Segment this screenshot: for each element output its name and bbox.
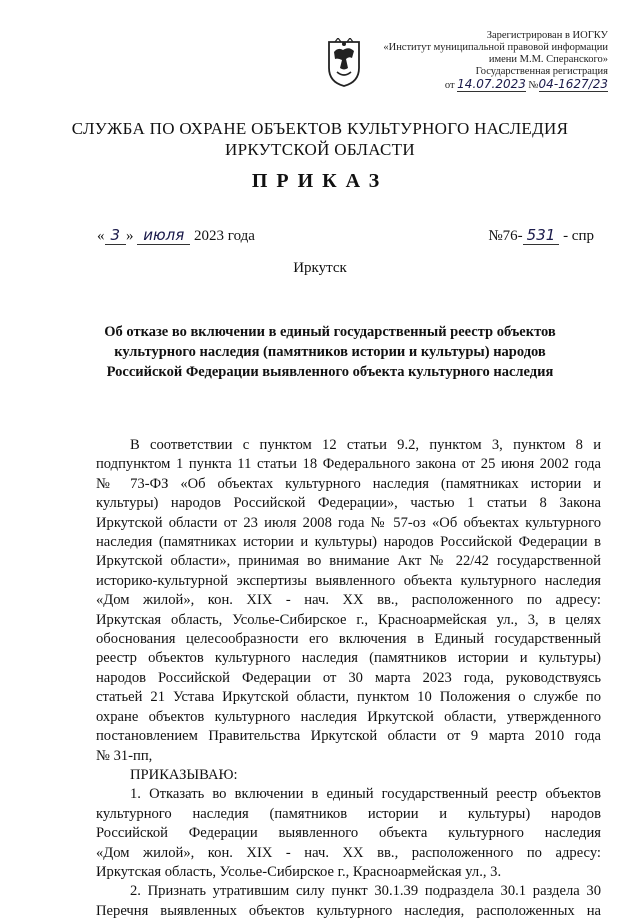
date-year: 2023 года (194, 228, 255, 244)
order-body (96, 436, 601, 921)
text-line: № 73-ФЗ «Об объектах культурного наследия (памятниках истории и (96, 475, 601, 492)
text-line: 1. Отказать во включении в единый государственный реестр объектов (130, 786, 601, 803)
preamble-paragraph (96, 436, 601, 766)
stamp-registration-line (368, 78, 608, 92)
text-line: Иркутской области», принимая во внимание Акт № 22/42 государственной (96, 553, 601, 570)
number-value: 531 (523, 226, 560, 245)
text-line: Иркутская область, Усолье-Сибирское г., Красноармейская ул., 3, в целях (96, 611, 601, 628)
text-line: Российской Федерации выявленного объекта культурного наследия (96, 825, 601, 842)
text-line: культурного наследия (памятников истории и культуры) народов (96, 805, 601, 822)
date-month: июля (137, 226, 190, 245)
coat-of-arms-emblem (323, 38, 365, 88)
text-line: историко-культурной экспертизы выявленного объекта культурного наследия (96, 572, 601, 589)
text-line: «Дом жилой», кон. XIX - нач. XX вв., расположенного по адресу: (96, 844, 601, 861)
number-prefix: №76- (488, 228, 523, 244)
number-suffix: - спр (563, 228, 594, 244)
text-line: В соответствии с пунктом 12 статьи 9.2, пунктом 3, пунктом 8 и (130, 437, 601, 453)
date-day: 3 (105, 226, 127, 245)
document-type-title: ПРИКАЗ (251, 170, 389, 192)
text-line: № 31-пп, (96, 747, 153, 764)
text-line: культуры) народов Российской Федерации», частью 1 статьи 8 Закона (96, 495, 601, 512)
agency-line: СЛУЖБА ПО ОХРАНЕ ОБЪЕКТОВ КУЛЬТУРНОГО НАСЛЕДИЯ (71, 119, 569, 138)
registration-stamp (368, 30, 608, 92)
stamp-date: 14.07.2023 (457, 77, 526, 91)
subject-line: культурного наследия (памятников истории и культуры) народов (114, 344, 546, 360)
item-2-paragraph (96, 882, 601, 921)
stamp-line: Государственная регистрация (475, 66, 608, 77)
order-subject (100, 322, 560, 382)
text-line: статьей 21 Устава Иркутской области, пунктом 10 Положения о службе по (96, 689, 601, 706)
item-1-paragraph (96, 785, 601, 882)
text-line: 2. Признать утратившим силу пункт 30.1.39 подраздела 30.1 раздела 30 (130, 883, 601, 900)
order-number (488, 226, 594, 245)
text-line: Перечня выявленных объектов культурного наследия, расположенных на (96, 902, 601, 919)
stamp-line: «Институт муниципальной правовой информации (383, 42, 608, 53)
text-line: подпунктом 1 пункта 11 статьи 18 Федерального закона от 25 июня 2002 года (96, 456, 601, 473)
text-line: «Дом жилой», кон. XIX - нач. XX вв., расположенного по адресу: (96, 592, 601, 609)
stamp-from-label: от (444, 80, 455, 91)
text-line: народов Российской Федерации от 30 марта 2023 года, руководствуясь (96, 669, 601, 686)
stamp-line: имени М.М. Сперанского» (488, 54, 608, 65)
agency-name (0, 118, 640, 160)
city: Иркутск (293, 260, 347, 276)
stamp-line: Зарегистрирован в ИОГКУ (486, 30, 608, 41)
text-line: охране объектов культурного наследия Иркутской области, утвержденного (96, 708, 601, 725)
stamp-no-label: № (528, 80, 539, 91)
order-date (97, 226, 255, 245)
agency-line: ИРКУТСКОЙ ОБЛАСТИ (225, 140, 415, 159)
subject-line: Об отказе во включении в единый государственный реестр объектов (104, 324, 556, 340)
text-line: постановлением Правительства Иркутской области от 9 марта 2010 года (96, 728, 601, 745)
text-line: Иркутской области от 23 июля 2008 года № 57-оз «Об объектах культурного (96, 514, 601, 531)
date-quote-close: » (126, 228, 134, 244)
text-line: Иркутская область, Усолье-Сибирское г., Красноармейская ул., 3. (96, 863, 502, 880)
command-word: ПРИКАЗЫВАЮ: (130, 766, 238, 783)
stamp-number: 04-1627/23 (538, 77, 608, 91)
text-line: наследия (памятниках истории и культуры) народов Российской Федерации в (96, 534, 601, 551)
text-line: реестр объектов культурного наследия (памятников истории и культуры) (96, 650, 601, 667)
text-line: обоснования целесообразности его включения в Единый государственный (96, 631, 601, 648)
date-quote-open: « (97, 228, 105, 244)
subject-line: Российской Федерации выявленного объекта культурного наследия (106, 364, 554, 380)
